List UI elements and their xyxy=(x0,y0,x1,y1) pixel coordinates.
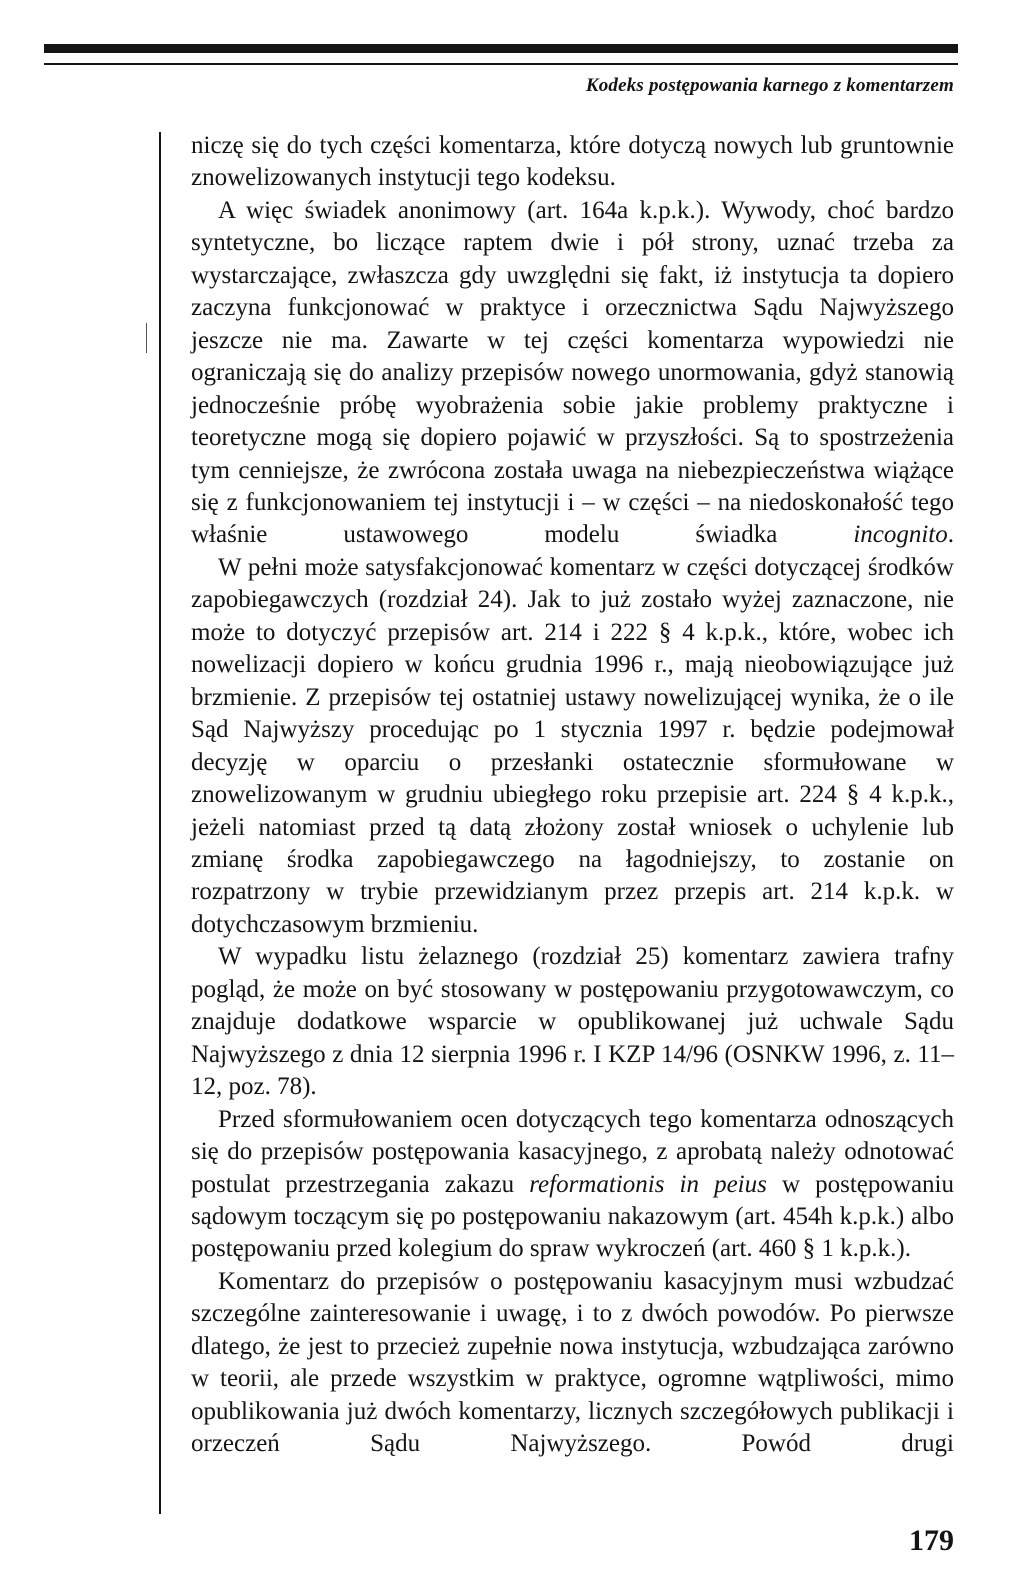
paragraph-text: w postępowaniu sądowym toczącym się po postępowaniu nakazowym (art. 454h k.p.k.) albo postępowaniu przed kolegium do spraw wykroczeń (art. 460 § 1 k.p.k.). xyxy=(191,1170,954,1263)
paragraph-text: . xyxy=(947,521,954,549)
paragraph-safe-conduct: W wypadku listu żelaznego (rozdział 25) komentarz zawiera trafny pogląd, że może on być stosowany w postępowaniu przygotowawczym, co znajduje dodatkowe wsparcie w opublikowanej już uchwale Sądu Najwyższego z dnia 12 sierpnia 1996 r. I KZP 14/96 (OSNKW 1996, z. 11–12, poz. 78). xyxy=(191,943,954,1101)
paragraph-cassation-commentary: Komentarz do przepisów o postępowaniu kasacyjnym musi wzbudzać szczególne zainteresowanie i uwagę, i to z dwóch powodów. Po pierwsze dlatego, że jest to przecież zupełnie nowa instytucja, wzbudzająca zarówno w teorii, ale przede wszystkim w praktyce, ogromne wątpliwości, mimo opublikowania już dwóch komentarzy, licznych szczegółowych publikacji i orzeczeń Sądu Najwyższego. Powód drugi xyxy=(191,1267,954,1458)
page-body xyxy=(191,130,954,1461)
paragraph-text: Przed sformułowaniem ocen dotyczących tego komentarza odnoszących się do przepisów postępowania kasacyjnego, z aprobatą należy odnotować postulat przestrzegania zakazu xyxy=(191,1105,954,1198)
paragraph-continuation: niczę się do tych części komentarza, które dotyczą nowych lub gruntownie znowelizowanych instytucji tego kodeksu. xyxy=(191,132,954,192)
margin-rule xyxy=(159,132,161,1514)
italic-term: incognito xyxy=(853,521,948,549)
running-title: Kodeks postępowania karnego z komentarzem xyxy=(585,75,954,96)
italic-term: reformationis in peius xyxy=(529,1170,767,1198)
paragraph-cassation-intro xyxy=(191,1104,954,1266)
paragraph-text: A więc świadek anonimowy (art. 164a k.p.k.). Wywody, choć bardzo syntetyczne, bo liczące raptem dwie i pół strony, uznać trzeba za wystarczające, zwłaszcza gdy uwzględni się fakt, iż instytucja ta dopiero zaczyna funkcjonować w praktyce i orzecznictwa Sądu Najwyższego jeszcze nie ma. Zawarte w tej części komentarza wypowiedzi nie ograniczają się do analizy przepisów nowego unormowania, gdyż stanowią jednocześnie próbę wyobrażenia sobie jakie problemy praktyczne i teoretyczne mogą się dopiero pojawić w przyszłości. Są to spostrzeżenia tym cenniejsze, że zwrócona została uwaga na niebezpieczeństwa wiążące się z funkcjonowaniem tej instytucji i – w części – na niedoskonałość tego właśnie ustawowego modelu świadka xyxy=(191,196,954,549)
paragraph-anonymous-witness xyxy=(191,195,954,552)
margin-mark xyxy=(146,323,147,353)
header-rule-thick xyxy=(44,44,958,53)
page-number: 179 xyxy=(909,1524,954,1557)
header-rule-thin xyxy=(44,63,958,65)
paragraph-preventive-measures: W pełni może satysfakcjonować komentarz w części dotyczącej środków zapobiegawczych (rozdział 24). Jak to już zostało wyżej zaznaczone, nie może to dotyczyć przepisów art. 214 i 222 § 4 k.p.k., które, wobec ich nowelizacji dopiero w końcu grudnia 1996 r., mają nieobowiązujące już brzmienie. Z przepisów tej ostatniej ustawy nowelizującej wynika, że o ile Sąd Najwyższy procedując po 1 stycznia 1997 r. będzie podejmował decyzję w oparciu o przesłanki ostatecznie sformułowane w znowelizowanym w grudniu ubiegłego roku przepisie art. 224 § 4 k.p.k., jeżeli natomiast przed tą datą złożony został wniosek o uchylenie lub zmianę środka zapobiegawczego na łagodniejszy, to zostanie on rozpatrzony w trybie przewidzianym przez przepis art. 214 k.p.k. w dotychczasowym brzmieniu. xyxy=(191,553,954,938)
